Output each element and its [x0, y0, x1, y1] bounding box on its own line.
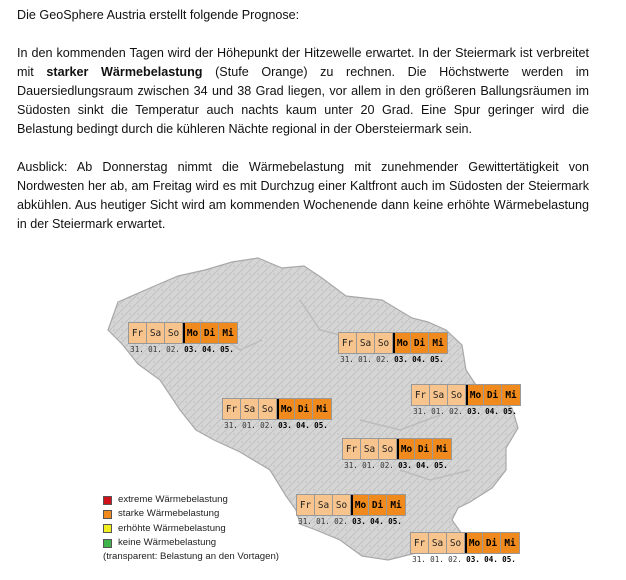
day-cell-mi: Mi	[433, 439, 451, 459]
day-cell-mi: Mi	[429, 333, 447, 353]
date-label: 02.	[334, 517, 348, 526]
date-label: 02.	[376, 355, 390, 364]
legend-swatch-yellow	[103, 524, 112, 533]
date-label: 01.	[362, 461, 376, 470]
date-label: 01.	[316, 517, 330, 526]
legend-note: (transparent: Belastung an den Vortagen)	[103, 551, 280, 563]
legend-swatch-green	[103, 539, 112, 548]
day-cell-mo: Mo	[466, 385, 484, 405]
date-label: 04.	[416, 461, 430, 470]
date-label: 04.	[296, 421, 310, 430]
day-cell-fr: Fr	[343, 439, 361, 459]
date-label: 04.	[484, 555, 498, 564]
date-label: 31.	[344, 461, 358, 470]
day-boxes	[222, 398, 332, 420]
date-label: 05.	[388, 517, 402, 526]
date-label: 05.	[220, 345, 234, 354]
day-cell-fr: Fr	[223, 399, 241, 419]
date-label: 02.	[448, 555, 462, 564]
date-row	[338, 355, 448, 364]
date-label: 01.	[242, 421, 256, 430]
legend-item-elevated: erhöhte Wärmebelastung	[103, 522, 279, 536]
date-label: 04.	[202, 345, 216, 354]
date-row	[410, 555, 520, 564]
forecast-paragraph: In den kommenden Tagen wird der Höhepunkt der Hitzewelle erwartet. In der Steiermark ist verbreitet mit starker Wärmebelastung (Stufe Orange) zu rechnen. Die Höchstwerte werden im Dauersiedlungsraum zwischen 34 und 38 Grad liegen, vor allem in den größeren Ballungsräumen im Südosten sinkt die Temperatur auch nachts kaum unter 20 Grad. Eine Spur geringer wird die Belastung bedingt durch die kühleren Nächte regional in der Obersteiermark sein.	[17, 46, 589, 136]
day-cell-mi: Mi	[502, 385, 520, 405]
day-cell-fr: Fr	[297, 495, 315, 515]
day-cell-sa: Sa	[241, 399, 259, 419]
day-boxes	[411, 384, 521, 406]
bold-warning: starker Wärmebelastung	[46, 65, 203, 79]
date-row	[222, 421, 332, 430]
date-label: 03.	[352, 517, 366, 526]
date-row	[128, 345, 238, 354]
date-label: 05.	[430, 355, 444, 364]
date-label: 03.	[184, 345, 198, 354]
day-cell-mo: Mo	[277, 399, 295, 419]
day-cell-sa: Sa	[430, 385, 448, 405]
legend-swatch-orange	[103, 510, 112, 519]
day-cell-fr: Fr	[339, 333, 357, 353]
date-label: 05.	[314, 421, 328, 430]
day-boxes	[128, 322, 238, 344]
date-label: 31.	[224, 421, 238, 430]
day-cell-di: Di	[411, 333, 429, 353]
forecast-region-6	[296, 494, 406, 526]
day-cell-so: So	[375, 333, 393, 353]
day-boxes	[338, 332, 448, 354]
intro-paragraph: Die GeoSphere Austria erstellt folgende Prognose:	[17, 8, 300, 22]
outlook-paragraph: Ausblick: Ab Donnerstag nimmt die Wärmebelastung mit zunehmender Gewittertätigkeit von Nordwesten her ab, am Freitag wird es mit Durchzug einer Kaltfront auch im Südosten der Steiermark abkühlen. Aus heutiger Sicht wird am kommenden Wochenende dann keine erhöhte Wärmebelastung in der Steiermark erwartet.	[17, 160, 589, 231]
date-label: 01.	[148, 345, 162, 354]
day-cell-so: So	[447, 533, 465, 553]
date-label: 31.	[130, 345, 144, 354]
date-label: 03.	[467, 407, 481, 416]
forecast-region-3	[411, 384, 521, 416]
forecast-region-4	[222, 398, 332, 430]
day-cell-fr: Fr	[412, 385, 430, 405]
date-label: 03.	[398, 461, 412, 470]
day-cell-mi: Mi	[219, 323, 237, 343]
day-cell-mi: Mi	[387, 495, 405, 515]
day-cell-sa: Sa	[315, 495, 333, 515]
day-cell-mo: Mo	[351, 495, 369, 515]
date-label: 05.	[503, 407, 517, 416]
forecast-region-7	[410, 532, 520, 564]
day-boxes	[296, 494, 406, 516]
date-label: 31.	[413, 407, 427, 416]
date-label: 05.	[502, 555, 516, 564]
day-cell-so: So	[448, 385, 466, 405]
day-cell-fr: Fr	[129, 323, 147, 343]
date-label: 02.	[166, 345, 180, 354]
date-row	[296, 517, 406, 526]
day-boxes	[410, 532, 520, 554]
day-cell-so: So	[333, 495, 351, 515]
day-cell-di: Di	[415, 439, 433, 459]
day-cell-di: Di	[369, 495, 387, 515]
date-label: 02.	[380, 461, 394, 470]
date-label: 03.	[466, 555, 480, 564]
day-cell-so: So	[259, 399, 277, 419]
day-cell-mi: Mi	[501, 533, 519, 553]
day-cell-mo: Mo	[397, 439, 415, 459]
day-cell-mo: Mo	[393, 333, 411, 353]
day-cell-di: Di	[484, 385, 502, 405]
day-cell-sa: Sa	[361, 439, 379, 459]
legend-item-extreme: extreme Wärmebelastung	[103, 493, 279, 507]
day-cell-sa: Sa	[357, 333, 375, 353]
date-row	[411, 407, 521, 416]
date-label: 05.	[434, 461, 448, 470]
date-label: 04.	[370, 517, 384, 526]
day-cell-sa: Sa	[429, 533, 447, 553]
legend-swatch-red	[103, 496, 112, 505]
day-cell-so: So	[379, 439, 397, 459]
date-label: 04.	[485, 407, 499, 416]
day-cell-fr: Fr	[411, 533, 429, 553]
day-cell-mo: Mo	[465, 533, 483, 553]
day-cell-di: Di	[295, 399, 313, 419]
date-label: 31.	[412, 555, 426, 564]
day-cell-mi: Mi	[313, 399, 331, 419]
date-label: 31.	[298, 517, 312, 526]
forecast-region-5	[342, 438, 452, 470]
date-label: 01.	[431, 407, 445, 416]
date-label: 02.	[260, 421, 274, 430]
legend-item-strong: starke Wärmebelastung	[103, 507, 279, 521]
day-cell-mo: Mo	[183, 323, 201, 343]
forecast-region-1	[128, 322, 238, 354]
day-cell-di: Di	[201, 323, 219, 343]
date-label: 03.	[394, 355, 408, 364]
day-cell-sa: Sa	[147, 323, 165, 343]
date-label: 03.	[278, 421, 292, 430]
date-label: 31.	[340, 355, 354, 364]
map-legend	[103, 493, 279, 564]
forecast-region-2	[338, 332, 448, 364]
date-label: 02.	[449, 407, 463, 416]
date-label: 04.	[412, 355, 426, 364]
date-row	[342, 461, 452, 470]
day-cell-di: Di	[483, 533, 501, 553]
date-label: 01.	[430, 555, 444, 564]
date-label: 01.	[358, 355, 372, 364]
legend-item-none: keine Wärmebelastung	[103, 536, 279, 550]
day-boxes	[342, 438, 452, 460]
day-cell-so: So	[165, 323, 183, 343]
